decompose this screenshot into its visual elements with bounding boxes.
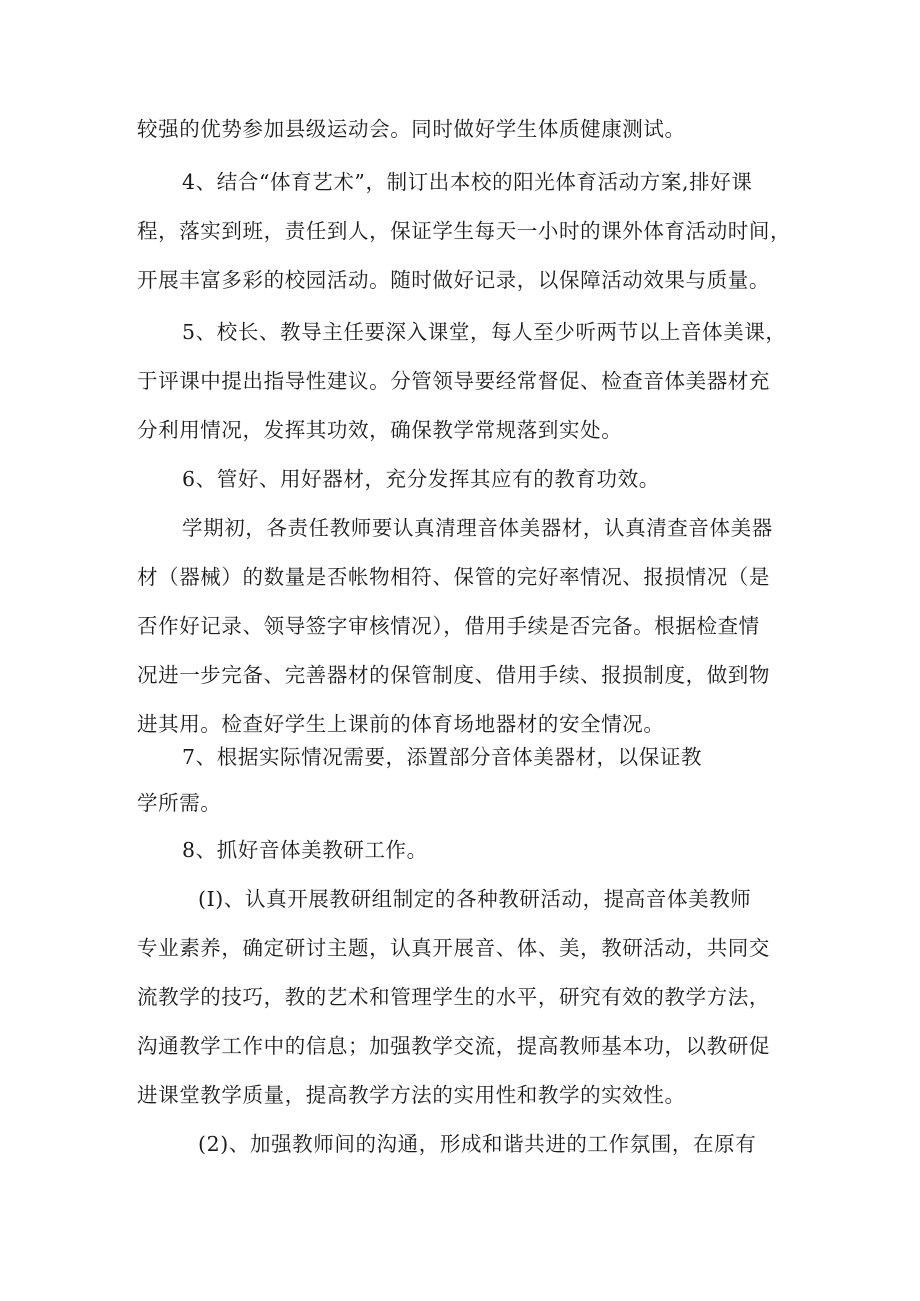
text-line: 8、抓好音体美教研工作。 xyxy=(182,838,428,862)
text-line: 材（器械）的数量是否帐物相符、保管的完好率情况、报损情况（是 xyxy=(137,565,770,589)
text-line: (2)、加强教师间的沟通，形成和谐共进的工作氛围，在原有 xyxy=(198,1132,757,1156)
text-line: (I)、认真开展教研组制定的各种教研活动，提高音体美教师 xyxy=(198,887,752,911)
text-line: 6、管好、用好器材，充分发挥其应有的教育功效。 xyxy=(182,467,660,491)
text-line: 较强的优势参加县级运动会。同时做好学生体质健康测试。 xyxy=(137,117,686,141)
text-line: 程，落实到班，责任到人，保证学生每天一小时的课外体育活动时间， xyxy=(137,219,792,243)
text-line: 7、根据实际情况需要，添置部分音体美器材，以保证教 xyxy=(182,745,703,769)
text-line: 况进一步完备、完善器材的保管制度、借用手续、报损制度，做到物 xyxy=(137,663,770,687)
text-line: 于评课中提出指导性建议。分管领导要经常督促、检查音体美器材充 xyxy=(137,369,770,393)
text-line: 流教学的技巧，教的艺术和管理学生的水平，研究有效的教学方法， xyxy=(137,985,770,1009)
text-line: 分利用情况，发挥其功效，确保教学常规落到实处。 xyxy=(137,418,623,442)
text-line: 进其用。检查好学生上课前的体育场地器材的安全情况。 xyxy=(137,712,665,736)
text-line: 学期初，各责任教师要认真清理音体美器材，认真清查音体美器 xyxy=(182,516,773,540)
text-line: 沟通教学工作中的信息；加强教学交流，提高教师基本功，以教研促 xyxy=(137,1034,770,1058)
text-line: 4、结合“体育艺术”，制订出本校的阳光体育活动方案,排好课 xyxy=(182,170,753,194)
text-line: 专业素养，确定研讨主题，认真开展音、体、美，教研活动，共同交 xyxy=(137,936,770,960)
text-line: 否作好记录、领导签字审核情况），借用手续是否完备。根据检查情 xyxy=(137,614,760,638)
text-line: 进课堂教学质量，提高教学方法的实用性和教学的实效性。 xyxy=(137,1083,686,1107)
text-line: 学所需。 xyxy=(137,791,222,815)
text-line: 5、校长、教导主任要深入课堂，每人至少听两节以上音体美课， xyxy=(182,320,787,344)
text-line: 开展丰富多彩的校园活动。随时做好记录，以保障活动效果与质量。 xyxy=(137,268,770,292)
